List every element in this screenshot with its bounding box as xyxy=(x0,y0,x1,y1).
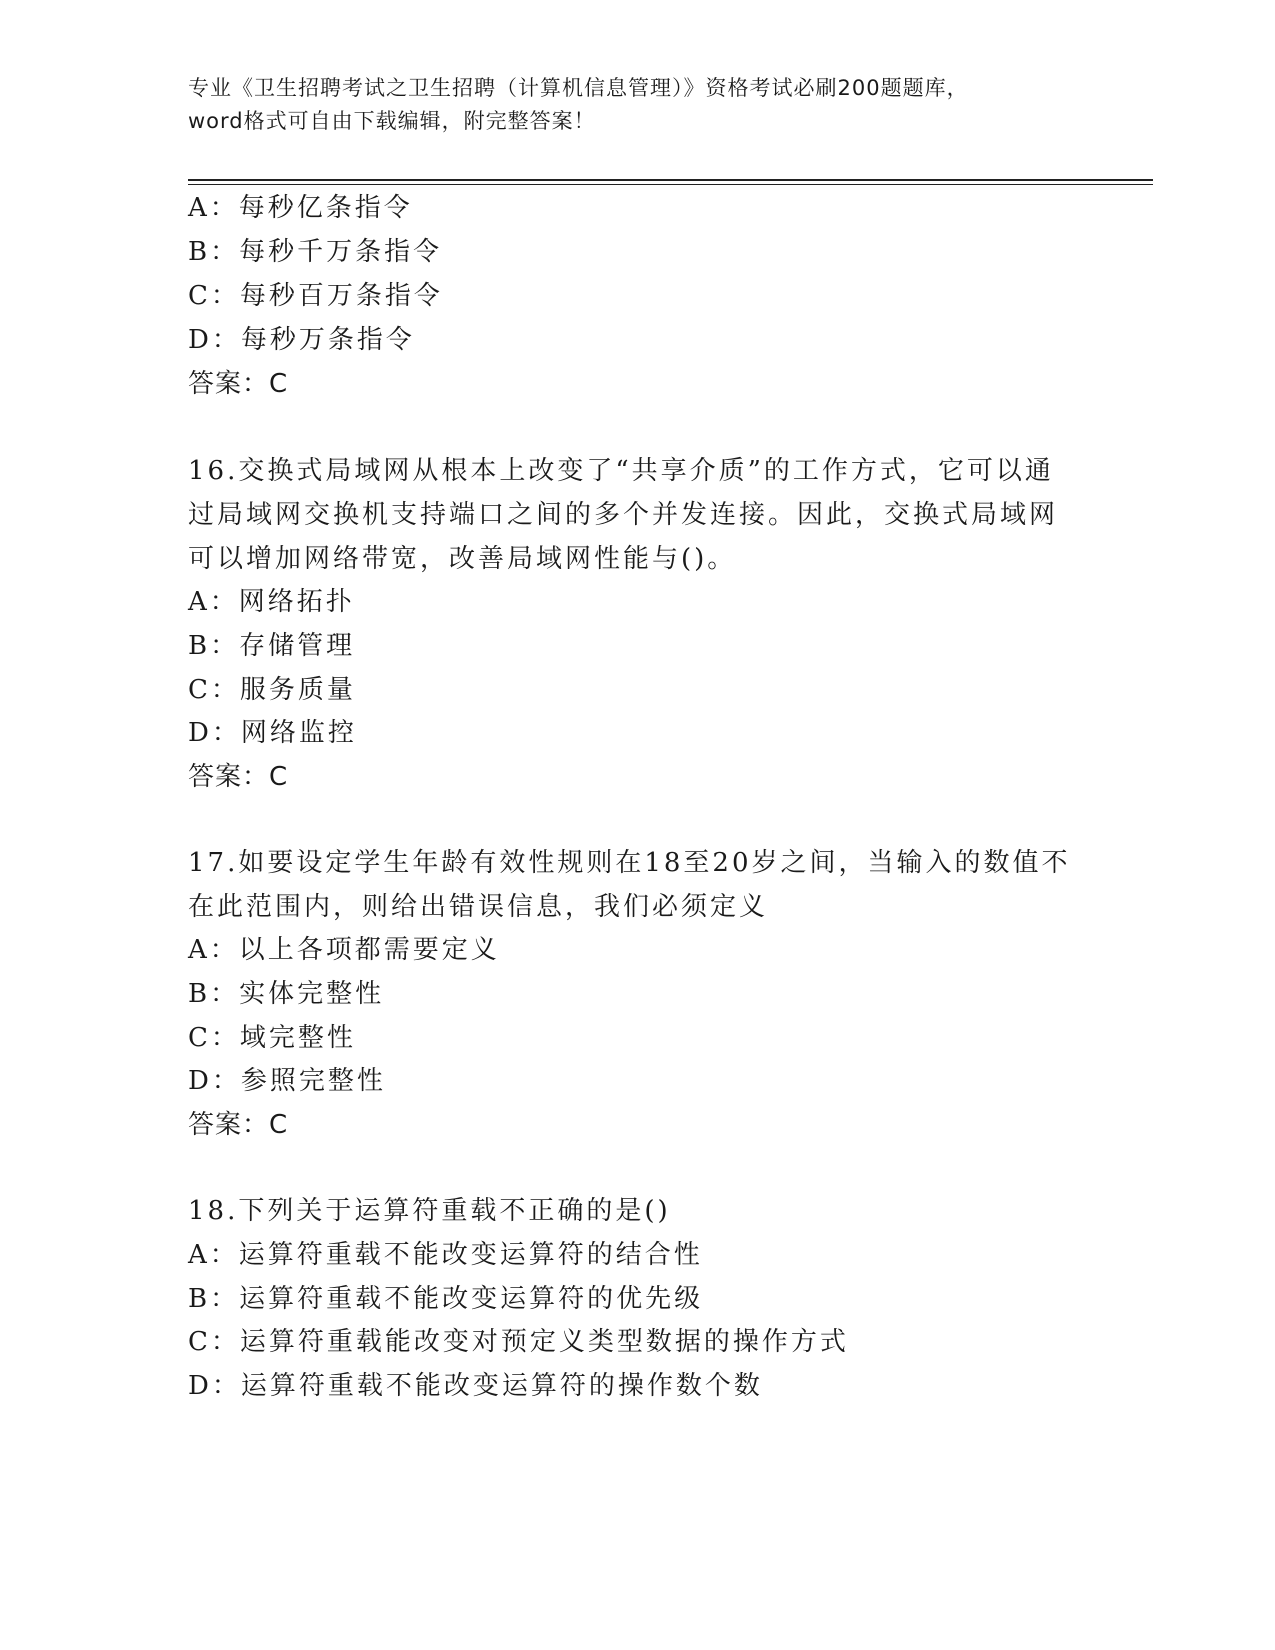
q15-option-c: C：每秒百万条指令 xyxy=(188,281,443,311)
header-line-2: word格式可自由下载编辑，附完整答案！ xyxy=(188,109,596,133)
q17-answer: 答案：C xyxy=(188,1110,289,1140)
q18-option-d: D：运算符重载不能改变运算符的操作数个数 xyxy=(188,1371,763,1401)
q17-stem-line-2: 在此范围内，则给出错误信息，我们必须定义 xyxy=(188,892,769,922)
q17-stem-line-1: 17.如要设定学生年龄有效性规则在18至20岁之间，当输入的数值不 xyxy=(188,848,1071,878)
q18-stem-line-1: 18.下列关于运算符重载不正确的是() xyxy=(188,1196,671,1226)
q17-option-c: C：域完整性 xyxy=(188,1023,356,1053)
q16-answer: 答案：C xyxy=(188,762,289,792)
q16-stem-line-2: 过局域网交换机支持端口之间的多个并发连接。因此，交换式局域网 xyxy=(188,500,1059,530)
q17-option-b: B：实体完整性 xyxy=(188,979,385,1009)
q15-option-d: D：每秒万条指令 xyxy=(188,325,415,355)
q16-stem-line-1: 16.交换式局域网从根本上改变了“共享介质”的工作方式，它可以通 xyxy=(188,456,1054,486)
header-line-1: 专业《卫生招聘考试之卫生招聘（计算机信息管理）》资格考试必刷200题题库， xyxy=(188,76,969,100)
q16-option-c: C：服务质量 xyxy=(188,675,356,705)
document-header xyxy=(188,72,1088,138)
q18-option-b: B：运算符重载不能改变运算符的优先级 xyxy=(188,1284,704,1314)
q15-option-b: B：每秒千万条指令 xyxy=(188,237,443,267)
q16-stem-line-3: 可以增加网络带宽，改善局域网性能与()。 xyxy=(188,544,737,574)
header-divider-thin xyxy=(188,184,1153,185)
q15-answer: 答案：C xyxy=(188,369,289,399)
q18-option-a: A：运算符重载不能改变运算符的结合性 xyxy=(188,1240,703,1270)
header-divider-thick xyxy=(188,179,1153,181)
q16-option-a: A：网络拓扑 xyxy=(188,587,355,617)
q16-option-d: D：网络监控 xyxy=(188,718,357,748)
q17-option-a: A：以上各项都需要定义 xyxy=(188,935,500,965)
q15-option-a: A：每秒亿条指令 xyxy=(188,193,413,223)
q17-option-d: D：参照完整性 xyxy=(188,1066,386,1096)
q16-option-b: B：存储管理 xyxy=(188,631,356,661)
q18-option-c: C：运算符重载能改变对预定义类型数据的操作方式 xyxy=(188,1327,849,1357)
